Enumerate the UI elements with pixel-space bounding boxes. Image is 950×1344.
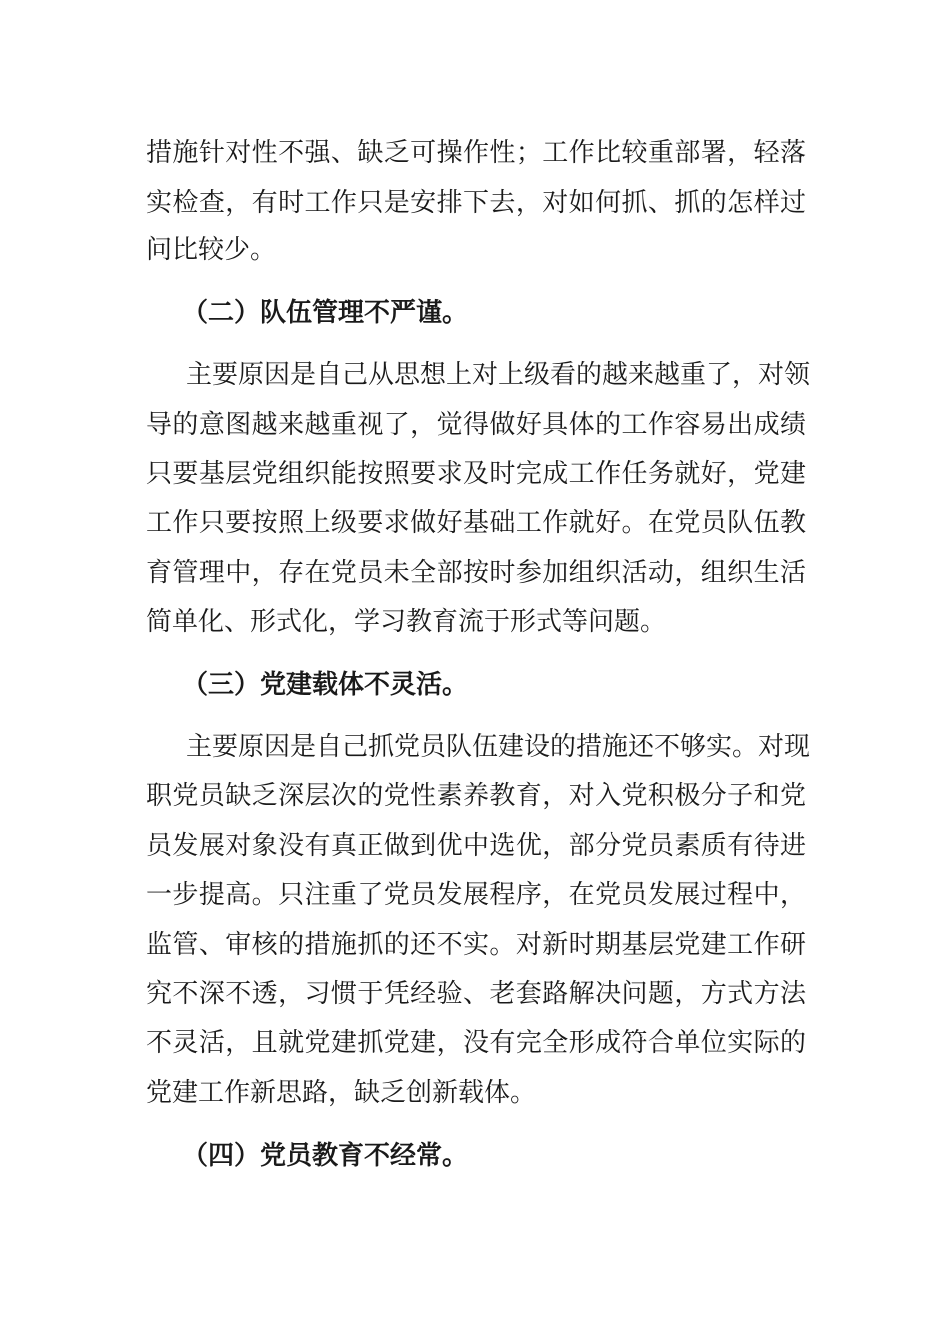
paragraph-1-line-2: 实检查，有时工作只是安排下去，对如何抓、抓的怎样过 — [146, 188, 806, 218]
paragraph-2-line-1: 主要原因是自己从思想上对上级看的越来越重了，对领 — [186, 360, 811, 390]
paragraph-3-line-7: 不灵活，且就党建抓党建，没有完全形成符合单位实际的 — [146, 1028, 806, 1058]
paragraph-3-line-4: 一步提高。只注重了党员发展程序，在党员发展过程中， — [146, 880, 806, 910]
paragraph-1-line-3: 问比较少。 — [146, 235, 277, 265]
paragraph-3-line-1: 主要原因是自己抓党员队伍建设的措施还不够实。对现 — [186, 732, 811, 762]
section-heading-4: （四）党员教育不经常。 — [182, 1141, 469, 1171]
section-heading-3: （三）党建载体不灵活。 — [182, 670, 469, 700]
paragraph-3-line-5: 监管、审核的措施抓的还不实。对新时期基层党建工作研 — [146, 930, 806, 960]
paragraph-2-line-4: 工作只要按照上级要求做好基础工作就好。在党员队伍教 — [146, 508, 806, 538]
paragraph-3-line-6: 究不深不透，习惯于凭经验、老套路解决问题，方式方法 — [146, 979, 806, 1009]
paragraph-1-line-1: 措施针对性不强、缺乏可操作性；工作比较重部署，轻落 — [146, 138, 806, 168]
paragraph-2-line-2: 导的意图越来越重视了，觉得做好具体的工作容易出成绩 — [146, 410, 806, 440]
paragraph-3-line-3: 员发展对象没有真正做到优中选优，部分党员素质有待进 — [146, 831, 806, 861]
paragraph-2-line-6: 简单化、形式化，学习教育流于形式等问题。 — [146, 607, 667, 637]
section-heading-2: （二）队伍管理不严谨。 — [182, 298, 469, 328]
paragraph-3-line-2: 职党员缺乏深层次的党性素养教育，对入党积极分子和党 — [146, 781, 806, 811]
paragraph-2-line-5: 育管理中，存在党员未全部按时参加组织活动，组织生活 — [146, 558, 806, 588]
paragraph-2-line-3: 只要基层党组织能按照要求及时完成工作任务就好，党建 — [146, 459, 806, 489]
paragraph-3-line-8: 党建工作新思路，缺乏创新载体。 — [146, 1078, 537, 1108]
